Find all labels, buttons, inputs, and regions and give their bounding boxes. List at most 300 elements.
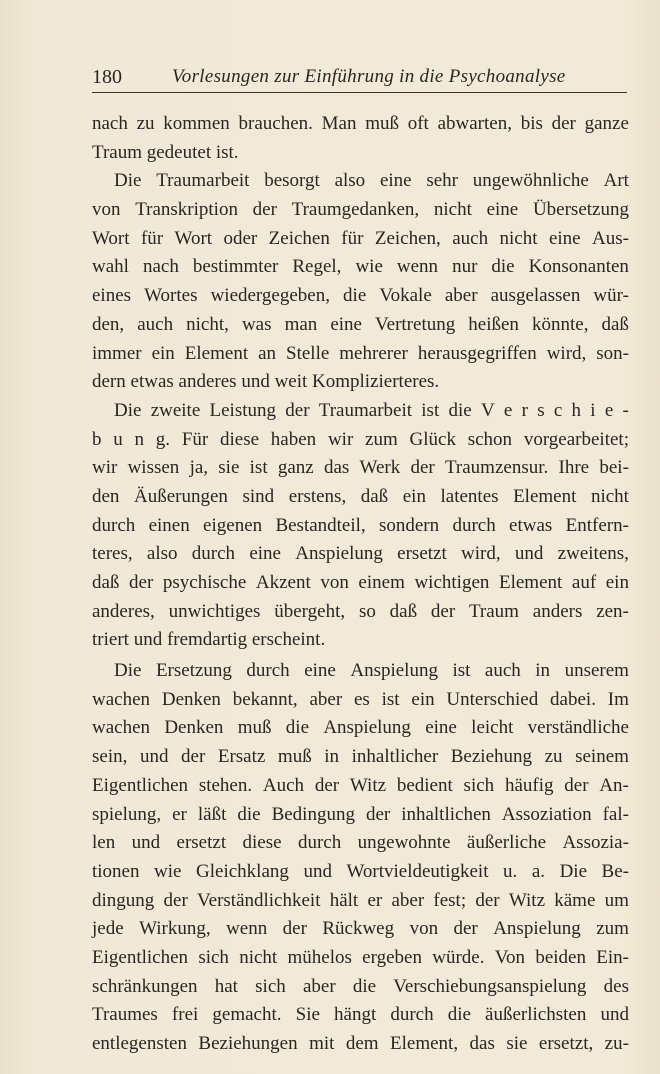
word: Eigentlichen bbox=[92, 946, 189, 968]
word: Stelle bbox=[286, 342, 330, 364]
word: Übersetzung bbox=[532, 199, 629, 221]
word: eines bbox=[92, 285, 132, 307]
word: aber bbox=[302, 975, 336, 997]
word: aber bbox=[391, 889, 425, 911]
word: wenn bbox=[226, 918, 268, 940]
word: vorgearbeitet; bbox=[523, 428, 629, 450]
word: nicht bbox=[590, 485, 629, 507]
word: durch bbox=[246, 660, 290, 682]
word: an bbox=[258, 342, 277, 364]
word: hängt bbox=[334, 1004, 377, 1026]
word: der bbox=[129, 572, 154, 593]
word: Vertretung bbox=[375, 313, 456, 335]
word: von bbox=[409, 918, 439, 940]
page-header bbox=[92, 58, 627, 93]
word: Traumarbeit bbox=[156, 170, 250, 192]
word: ein bbox=[402, 485, 426, 507]
word: sich bbox=[463, 774, 495, 796]
word: Bestandteil, bbox=[275, 514, 366, 536]
word: eine bbox=[330, 313, 362, 335]
word: eine bbox=[379, 170, 412, 192]
text-line bbox=[92, 657, 629, 686]
word: auch bbox=[452, 227, 489, 249]
word: mehrerer bbox=[339, 342, 408, 364]
word: Witz bbox=[508, 889, 546, 911]
word: wissen bbox=[127, 457, 180, 479]
word: ein bbox=[605, 572, 629, 593]
word: wiedergegeben, bbox=[210, 285, 330, 307]
word: - bbox=[622, 399, 629, 421]
word: Die bbox=[559, 860, 587, 882]
word: ein bbox=[411, 688, 435, 710]
text-line bbox=[92, 743, 629, 772]
word: Anspielung bbox=[323, 717, 411, 739]
word: Wortes bbox=[144, 285, 198, 307]
text-line bbox=[92, 196, 629, 225]
word: wachen bbox=[92, 717, 151, 739]
word: die bbox=[343, 285, 367, 307]
word: ist bbox=[452, 660, 471, 682]
text-line bbox=[92, 282, 629, 311]
word: und bbox=[303, 860, 332, 882]
word: haben bbox=[270, 428, 317, 450]
word: wir bbox=[92, 457, 118, 479]
word: Komplizierteres. bbox=[312, 371, 440, 393]
word: der bbox=[475, 889, 500, 911]
word: muß bbox=[237, 717, 272, 739]
word: Wirkung, bbox=[139, 918, 211, 940]
word: zu bbox=[136, 113, 155, 134]
word: hat bbox=[214, 975, 238, 997]
word: Wort bbox=[92, 227, 130, 249]
text-line bbox=[92, 686, 629, 715]
text-line bbox=[92, 483, 629, 512]
word: dabei. bbox=[550, 688, 596, 710]
word: wenn bbox=[396, 256, 439, 278]
word: daß bbox=[360, 485, 389, 507]
word: Verschiebungsanspielung bbox=[393, 975, 587, 997]
word: wür- bbox=[593, 285, 629, 307]
word: ganze bbox=[584, 113, 629, 134]
word: diese bbox=[219, 428, 260, 450]
word: durch bbox=[297, 832, 342, 854]
word: Element bbox=[513, 485, 577, 507]
word: ja, bbox=[189, 457, 209, 479]
word: auch bbox=[484, 660, 521, 682]
text-line bbox=[92, 598, 629, 627]
word: einen bbox=[148, 514, 190, 536]
word: Ein- bbox=[596, 946, 629, 968]
word: Anspielung bbox=[350, 660, 438, 682]
word: dingung bbox=[92, 889, 155, 911]
text-line bbox=[92, 829, 629, 858]
text-line bbox=[92, 167, 629, 196]
word: ungewöhnliche bbox=[472, 170, 589, 192]
word: könnte, bbox=[531, 313, 589, 335]
word: gemacht. bbox=[212, 1004, 282, 1026]
word: nach bbox=[142, 256, 179, 278]
word: durch bbox=[191, 543, 236, 565]
word: Verständlichkeit bbox=[197, 889, 321, 911]
word: u bbox=[113, 428, 123, 450]
text-line bbox=[92, 1030, 629, 1059]
word: eine bbox=[548, 227, 581, 249]
word: entlegensten bbox=[92, 1033, 187, 1054]
word: inhaltlicher bbox=[351, 746, 439, 768]
word: ist bbox=[249, 457, 268, 479]
word: Wortvieldeutigkeit bbox=[346, 860, 489, 882]
word: Traumgedanken, bbox=[291, 199, 420, 221]
word: sondern bbox=[378, 514, 440, 536]
word: in bbox=[535, 660, 551, 682]
text-line bbox=[92, 915, 629, 944]
word: durch bbox=[390, 1004, 434, 1026]
word: r bbox=[521, 399, 528, 421]
word: läßt bbox=[197, 803, 227, 825]
word: sehr bbox=[426, 170, 459, 192]
word: Im bbox=[607, 688, 629, 710]
word: sein, bbox=[92, 746, 128, 768]
word: Ihre bbox=[558, 457, 590, 479]
word: es bbox=[353, 688, 370, 710]
word: i bbox=[590, 399, 596, 421]
word: der bbox=[430, 600, 456, 622]
word: a. bbox=[531, 860, 546, 882]
word: unserem bbox=[564, 660, 629, 682]
word: Anspielung bbox=[493, 918, 581, 940]
word: weit bbox=[274, 371, 313, 393]
word: ist. bbox=[215, 141, 239, 163]
word: wir bbox=[327, 428, 354, 450]
word: jede bbox=[92, 918, 124, 940]
word: frei bbox=[171, 1004, 199, 1026]
word: die bbox=[285, 717, 310, 739]
word: daß bbox=[389, 600, 418, 622]
word: Art bbox=[603, 170, 629, 192]
word: Transkription bbox=[135, 199, 238, 221]
word: ersetzt, bbox=[538, 1033, 594, 1054]
word: Beziehung bbox=[450, 746, 533, 768]
word: Werk bbox=[359, 457, 401, 479]
word: tionen bbox=[92, 860, 140, 882]
word: Für bbox=[181, 428, 209, 450]
word: zen- bbox=[596, 600, 629, 622]
word: er bbox=[367, 889, 383, 911]
word: oft bbox=[407, 113, 429, 134]
word: die bbox=[237, 803, 261, 825]
word: c bbox=[553, 399, 563, 421]
word: ersetzt bbox=[397, 543, 447, 565]
word: fal- bbox=[602, 803, 629, 825]
word: bei- bbox=[599, 457, 629, 479]
word: Traumes bbox=[92, 1004, 158, 1026]
word: herausgegriffen bbox=[417, 342, 537, 364]
word: der bbox=[365, 803, 391, 825]
word: anderes, bbox=[92, 600, 155, 622]
word: teres, bbox=[92, 543, 133, 565]
word: ergeben bbox=[362, 946, 422, 968]
word: der bbox=[410, 457, 435, 479]
word: unwichtiges bbox=[168, 600, 261, 622]
text-line bbox=[92, 973, 629, 1002]
word: Ersetzung bbox=[155, 660, 232, 682]
text-line bbox=[92, 340, 629, 369]
word: latentes bbox=[440, 485, 499, 507]
text-line bbox=[92, 368, 629, 397]
word: stehen. bbox=[198, 774, 253, 796]
word: und bbox=[139, 746, 169, 768]
word: n bbox=[134, 428, 145, 450]
word: kommen bbox=[163, 113, 230, 134]
word: gedeutet bbox=[146, 141, 216, 163]
word: Denken bbox=[164, 717, 224, 739]
word: wie bbox=[154, 860, 182, 882]
text-line bbox=[92, 253, 629, 282]
word: e bbox=[503, 399, 513, 421]
word: b bbox=[92, 428, 102, 450]
text-line bbox=[92, 225, 629, 254]
word: auf bbox=[571, 572, 597, 593]
word: was bbox=[241, 313, 272, 335]
word: und bbox=[600, 1004, 629, 1026]
word: Be- bbox=[601, 860, 629, 882]
word: für bbox=[341, 227, 364, 249]
word: e bbox=[604, 399, 614, 421]
word: u. bbox=[503, 860, 518, 882]
word: Vokale bbox=[379, 285, 432, 307]
word: immer bbox=[92, 342, 142, 364]
word: und bbox=[133, 629, 167, 651]
word: Aus- bbox=[592, 227, 629, 249]
word: eine bbox=[425, 717, 457, 739]
word: man bbox=[284, 313, 318, 335]
word: V bbox=[480, 399, 495, 421]
word: anders bbox=[532, 600, 583, 622]
word: An- bbox=[599, 774, 629, 796]
word: für bbox=[140, 227, 164, 249]
word: eigenen bbox=[203, 514, 263, 536]
word: son- bbox=[596, 342, 629, 364]
word: Ersatz bbox=[217, 746, 266, 768]
word: diese bbox=[242, 832, 282, 854]
word: Auch bbox=[262, 774, 305, 796]
word: nicht bbox=[499, 227, 538, 249]
word: Element bbox=[184, 342, 249, 364]
word: seinem bbox=[575, 746, 629, 768]
text-line bbox=[92, 454, 629, 483]
word: Zeichen bbox=[268, 227, 330, 249]
word: muß bbox=[277, 746, 312, 768]
text-line bbox=[92, 512, 629, 541]
text-line bbox=[92, 858, 629, 887]
word: Assozia- bbox=[562, 832, 629, 854]
word: aber bbox=[444, 285, 478, 307]
word: dem bbox=[345, 1033, 379, 1054]
word: spielung, bbox=[92, 803, 162, 825]
text-line bbox=[92, 311, 629, 340]
text-line bbox=[92, 1001, 629, 1030]
word: zweitens, bbox=[557, 543, 629, 565]
word: nicht bbox=[433, 199, 472, 221]
word: durch bbox=[92, 514, 136, 536]
word: also bbox=[334, 170, 366, 192]
text-line bbox=[92, 714, 629, 743]
word: äußerliche bbox=[466, 832, 547, 854]
word: Anspielung bbox=[295, 543, 383, 565]
word: würde. bbox=[432, 946, 485, 968]
word: Von bbox=[494, 946, 526, 968]
text-line bbox=[92, 139, 629, 168]
word: wird, bbox=[546, 342, 587, 364]
text-line bbox=[92, 887, 629, 916]
word: etwas bbox=[509, 514, 553, 536]
word: Unterschied bbox=[446, 688, 539, 710]
word: etwas bbox=[130, 371, 179, 393]
word: und bbox=[241, 371, 275, 393]
text-line bbox=[92, 801, 629, 830]
text-line bbox=[92, 540, 629, 569]
text-line bbox=[92, 944, 629, 973]
word: die bbox=[352, 975, 377, 997]
word: Man bbox=[321, 113, 357, 134]
word: mit bbox=[309, 1033, 335, 1054]
word: zu- bbox=[604, 1033, 629, 1054]
word: er bbox=[172, 803, 187, 825]
word: Glück bbox=[409, 428, 456, 450]
word: der bbox=[252, 199, 277, 221]
word: Gleichklang bbox=[196, 860, 289, 882]
word: sich bbox=[255, 975, 286, 997]
word: psychische bbox=[162, 572, 247, 593]
word: bis bbox=[520, 113, 543, 134]
word: Traum bbox=[468, 600, 519, 622]
word: Traumzensur. bbox=[444, 457, 549, 479]
word: schränkungen bbox=[92, 975, 198, 997]
word: Konsonanten bbox=[528, 256, 629, 278]
word: des bbox=[603, 975, 629, 997]
word: oder bbox=[223, 227, 258, 249]
word: ein bbox=[151, 342, 175, 364]
word: den, bbox=[92, 313, 125, 335]
word: Sie bbox=[295, 1004, 320, 1026]
word: verständliche bbox=[527, 717, 629, 739]
word: übergeht, bbox=[274, 600, 346, 622]
word: der bbox=[181, 746, 206, 768]
word: Element bbox=[498, 572, 563, 593]
word: Eigentlichen bbox=[92, 774, 189, 796]
word: die bbox=[491, 256, 515, 278]
word: ersetzt bbox=[176, 832, 227, 854]
word: Die bbox=[114, 399, 142, 421]
word: der bbox=[314, 774, 340, 796]
word: sie bbox=[218, 457, 240, 479]
word: Element, bbox=[390, 1033, 459, 1054]
word: der bbox=[163, 889, 188, 911]
word: also bbox=[146, 543, 178, 565]
running-title: Vorlesungen zur Einführung in die Psychoanalyse bbox=[172, 66, 566, 87]
word: die bbox=[448, 399, 472, 421]
word: der bbox=[453, 918, 478, 940]
word: das bbox=[323, 457, 350, 479]
word: ausgelassen bbox=[490, 285, 581, 307]
word: triert bbox=[92, 629, 134, 651]
word: bestimmter bbox=[192, 256, 279, 278]
word: Die bbox=[114, 660, 142, 682]
word: zum bbox=[365, 428, 398, 450]
word: daß bbox=[92, 572, 120, 593]
word: durch bbox=[452, 514, 496, 536]
word: den bbox=[92, 485, 120, 507]
word: ungewohnte bbox=[357, 832, 451, 854]
word: Assoziation bbox=[501, 803, 592, 825]
word: wahl bbox=[92, 256, 129, 278]
word: ist bbox=[381, 688, 400, 710]
word: wie bbox=[355, 256, 383, 278]
word: dern bbox=[92, 371, 131, 393]
word: einem bbox=[358, 572, 405, 593]
word: brauchen. bbox=[238, 113, 313, 134]
word: so bbox=[358, 600, 376, 622]
word: schon bbox=[467, 428, 513, 450]
word: leicht bbox=[471, 717, 514, 739]
word: Regel, bbox=[292, 256, 342, 278]
word: Die bbox=[114, 170, 142, 192]
word: der bbox=[285, 399, 310, 421]
word: h bbox=[571, 399, 582, 421]
text-line bbox=[92, 110, 629, 139]
word: Äußerungen bbox=[133, 485, 228, 507]
word: nur bbox=[452, 256, 478, 278]
text-line bbox=[92, 426, 629, 455]
word: Akzent bbox=[255, 572, 311, 593]
word: fest; bbox=[433, 889, 467, 911]
word: besorgt bbox=[264, 170, 320, 192]
word: eine bbox=[249, 543, 281, 565]
word: ganz bbox=[277, 457, 314, 479]
word: sind bbox=[242, 485, 275, 507]
word: mühelos bbox=[287, 946, 352, 968]
word: Denken bbox=[161, 688, 221, 710]
word: inhaltlichen bbox=[401, 803, 491, 825]
word: Traumarbeit bbox=[318, 399, 413, 421]
word: len bbox=[92, 832, 116, 854]
word: der bbox=[564, 774, 589, 796]
word: die bbox=[447, 1004, 471, 1026]
word: äußerlichsten bbox=[485, 1004, 587, 1026]
word: käme bbox=[554, 889, 596, 911]
word: Zeichen, bbox=[374, 227, 441, 249]
word: häufig bbox=[504, 774, 554, 796]
word: auch bbox=[137, 313, 174, 335]
word: um bbox=[604, 889, 629, 911]
word: der bbox=[551, 113, 576, 134]
text-line bbox=[92, 397, 629, 426]
word: nicht bbox=[239, 946, 278, 968]
word: Entfern- bbox=[565, 514, 629, 536]
word: von bbox=[320, 572, 349, 593]
word: g. bbox=[155, 428, 171, 450]
word: und bbox=[514, 543, 544, 565]
word: anderes bbox=[178, 371, 242, 393]
page-number: 180 bbox=[92, 66, 122, 88]
word: Wort bbox=[174, 227, 213, 249]
word: sich bbox=[198, 946, 229, 968]
word: zweite bbox=[150, 399, 201, 421]
word: aber bbox=[309, 688, 343, 710]
word: der bbox=[282, 918, 307, 940]
word: heißen bbox=[468, 313, 519, 335]
word: wird, bbox=[461, 543, 501, 565]
